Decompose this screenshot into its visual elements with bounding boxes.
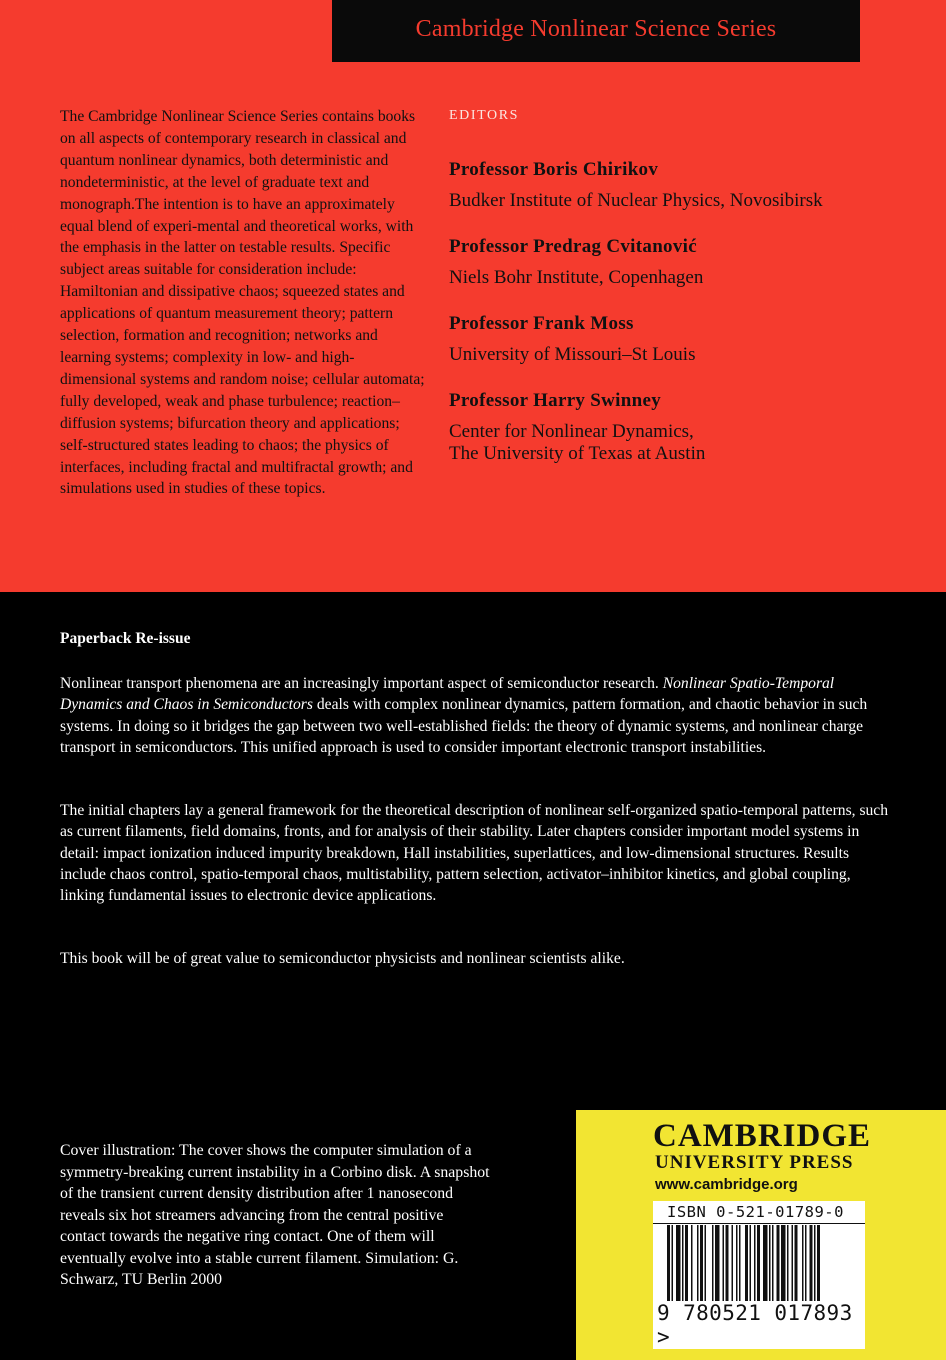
series-description: The Cambridge Nonlinear Science Series contains books on all aspects of contemporary research in classical and quantum nonlinear dynamics, both deterministic and nondeterministic, at the level of graduate text and monograph.The intention is to have an approximately equal blend of experi-mental and theoretical works, with the emphasis in the latter on testable results. Specific subject areas suitable for consideration include: Hamiltonian and dissipative chaos; squeezed states and applications of quantum measurement theory; pattern selection, formation and recognition; networks and learning systems; complexity in low- and high-dimensional systems and random noise; cellular automata; fully developed, weak and phase turbulence; reaction–diffusion systems; bifurcation theory and applications; self-structured states leading to chaos; the physics of interfaces, including fractal and multifractal growth; and simulations used in studies of these topics.	[60, 108, 425, 498]
editor-name: Professor Frank Moss	[449, 313, 634, 334]
barcode-bar	[739, 1225, 741, 1301]
publisher-url: www.cambridge.org	[655, 1176, 798, 1193]
blurb-paragraph-1	[60, 673, 890, 758]
editor-affiliation: University of Missouri–St Louis	[449, 344, 696, 365]
barcode-bar	[726, 1225, 729, 1301]
barcode-bar	[795, 1225, 798, 1301]
barcode-bar	[672, 1225, 674, 1301]
blurb-paragraph-3: This book will be of great value to semiconductor physicists and nonlinear scientists alike.	[60, 950, 625, 967]
barcode-bar	[750, 1225, 752, 1301]
blurb-text: deals with complex nonlinear dynamics, pattern formation, and chaotic behavior in such systems. In doing so it bridges the gap between two well-established fields: the theory of dynamic systems, and nonlinear charge transport in semiconductors. This unified approach is used to consider important electronic transport instabilities.	[60, 696, 868, 756]
series-title: Cambridge Nonlinear Science Series	[415, 16, 777, 42]
isbn-number: ISBN 0-521-01789-0	[667, 1203, 844, 1221]
barcode-bar	[814, 1225, 816, 1301]
barcode-bar	[691, 1225, 693, 1301]
barcode-bar	[817, 1225, 820, 1301]
barcode-bar	[802, 1225, 804, 1301]
blurb-paragraph-2: The initial chapters lay a general framework for the theoretical description of nonlinear self-organized spatio-temporal patterns, such as current filaments, field domains, fronts, and for analysis of their stability. Later chapters consider important model systems in detail: impact ionization induced impurity breakdown, Hall instabilities, superlattices, and low-dimensional structures. Results include chaos control, spatio-temporal chaos, multistability, pattern selection, activator–inhibitor kinetics, and global coupling, linking fundamental issues to electronic device applications.	[60, 802, 889, 905]
paperback-heading: Paperback Re-issue	[60, 630, 191, 647]
barcode-bar	[769, 1225, 771, 1301]
cover-illustration-note: Cover illustration: The cover shows the computer simulation of a symmetry-breaking current instability in a Corbino disk. A snapshot of the transient current density distribution after 1 nanosecond reveals six hot streamers advancing from the central positive contact towards the negative ring contact. One of them will eventually evolve into a stable current filament. Simulation: G. Schwarz, TU Berlin 2000	[60, 1142, 490, 1288]
barcode-bar	[697, 1225, 699, 1301]
barcode-bar	[676, 1225, 681, 1301]
barcode-bar	[754, 1225, 756, 1301]
barcode-bar	[685, 1225, 688, 1301]
barcode-bar	[792, 1225, 794, 1301]
barcode-bar	[777, 1225, 780, 1301]
publisher-box	[576, 1110, 946, 1360]
editors-heading: EDITORS	[449, 108, 520, 123]
barcode-bar	[700, 1225, 703, 1301]
editor-affiliation: Niels Bohr Institute, Copenhagen	[449, 267, 704, 288]
barcode-bar	[787, 1225, 789, 1301]
isbn-divider	[653, 1223, 865, 1224]
barcode-bar	[757, 1225, 760, 1301]
barcode-bar	[705, 1225, 707, 1301]
editor-name: Professor Boris Chirikov	[449, 159, 659, 180]
book-title: Nonlinear Spatio-Temporal Dynamics and Chaos in Semiconductors	[60, 675, 835, 714]
barcode-bar	[667, 1225, 670, 1301]
publisher-press: UNIVERSITY PRESS	[655, 1152, 854, 1173]
barcode-bar	[712, 1225, 714, 1301]
barcode-bar	[723, 1225, 725, 1301]
barcode-icon	[653, 1225, 865, 1301]
editor-affiliation-line2: The University of Texas at Austin	[449, 443, 706, 464]
publisher-name: CAMBRIDGE	[653, 1118, 872, 1154]
editor-affiliation: Center for Nonlinear Dynamics,	[449, 421, 694, 442]
barcode-bar	[736, 1225, 738, 1301]
barcode-bar	[715, 1225, 720, 1301]
top-section	[0, 0, 946, 592]
barcode-bar	[772, 1225, 774, 1301]
blurb-text: Nonlinear transport phenomena are an increasingly important aspect of semiconductor research.	[60, 675, 663, 692]
editor-name: Professor Predrag Cvitanović	[449, 236, 697, 257]
editor-affiliation: Budker Institute of Nuclear Physics, Novosibirsk	[449, 190, 823, 211]
editor-name: Professor Harry Swinney	[449, 390, 662, 411]
barcode-bar	[745, 1225, 748, 1301]
barcode-digits: 9 780521 017893 >	[657, 1301, 853, 1349]
series-banner	[332, 0, 860, 62]
barcode-bar	[810, 1225, 813, 1301]
barcode-bar	[732, 1225, 734, 1301]
barcode-bar	[805, 1225, 807, 1301]
barcode-bar	[763, 1225, 768, 1301]
isbn-barcode-box	[653, 1201, 865, 1349]
barcode-bar	[781, 1225, 786, 1301]
barcode-bar	[682, 1225, 684, 1301]
